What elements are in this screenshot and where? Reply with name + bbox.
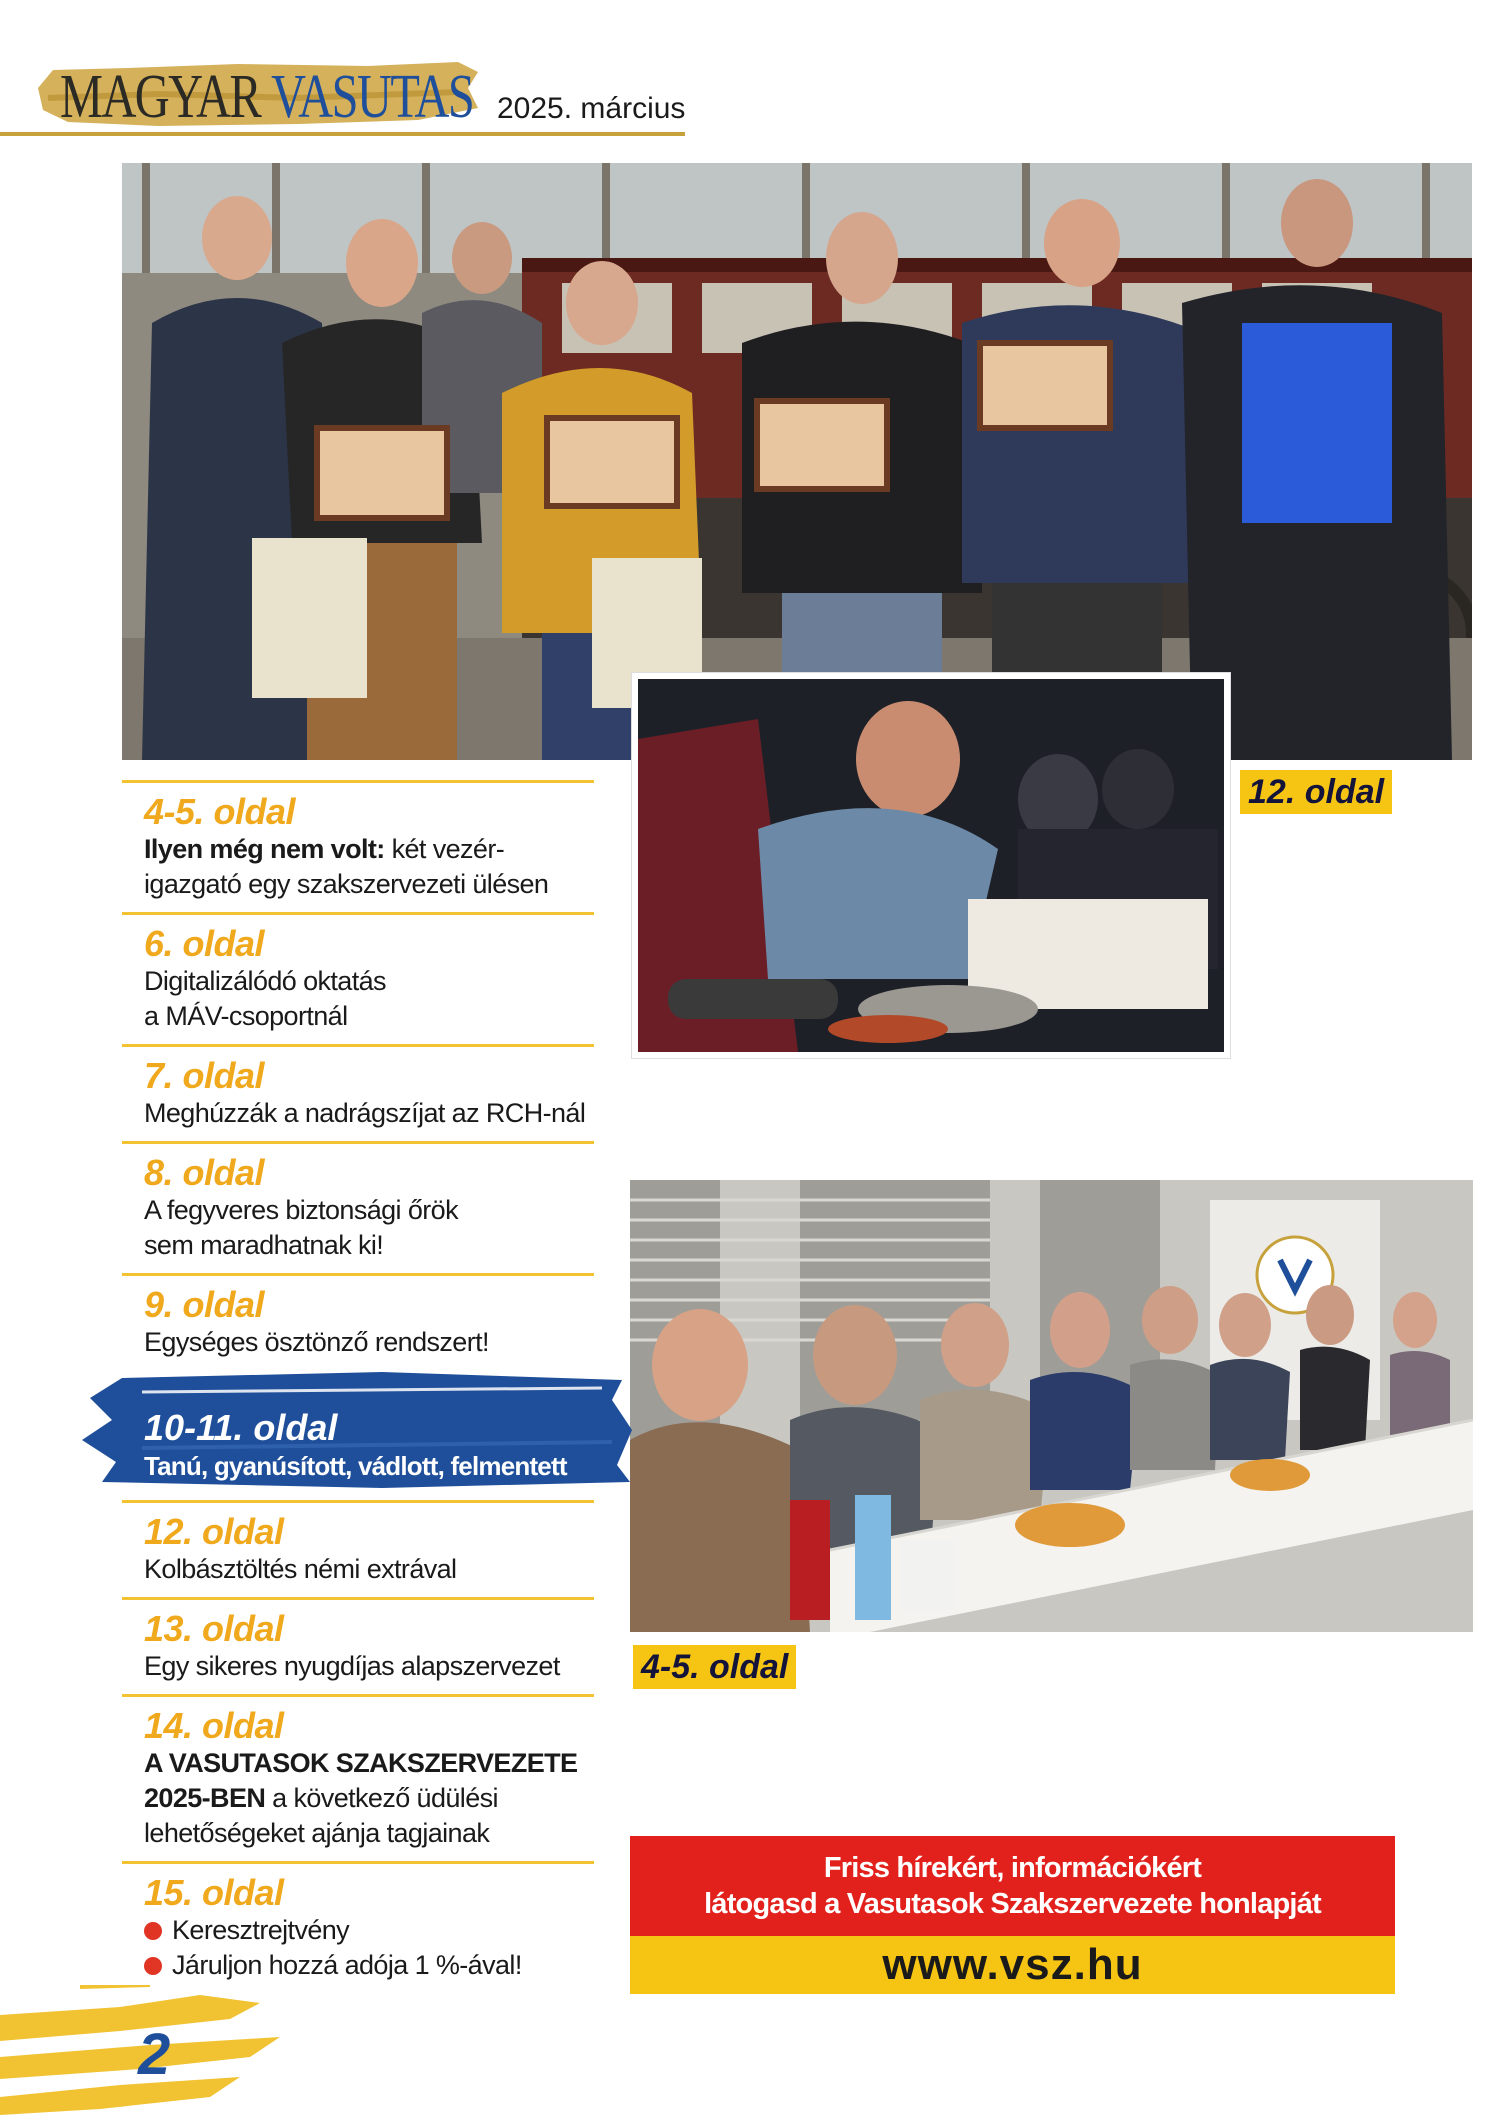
sausage-photo-caption: 12. oldal [1240,770,1392,814]
union-meeting-photo [630,1180,1473,1632]
toc-article-title: Egy sikeres nyugdíjas alapszervezet [144,1651,560,1681]
toc-page-number: 7. oldal [144,1055,265,1096]
toc-item[interactable] [122,1500,594,1597]
toc-item[interactable] [122,1597,594,1694]
masthead-rule [0,132,685,136]
toc-article-title: Egységes ösztönző rendszert! [144,1327,489,1357]
toc-article-title: A fegyveres biztonsági őrök [144,1195,458,1225]
toc-bullet-item: Járuljon hozzá adója 1 %-ával! [144,1948,594,1983]
masthead-title [60,62,473,132]
masthead [0,50,690,145]
toc-bullet-item: Keresztrejtvény [144,1913,594,1948]
toc-page-number: 12. oldal [144,1511,284,1552]
promo-line-1: Friss hírekért, információkért [823,1852,1202,1884]
red-bullet-icon [144,1957,162,1975]
toc-article-title-cont: lehetőségeket ajánja tagjainak [144,1818,490,1848]
red-bullet-icon [144,1922,162,1940]
toc-item-highlighted[interactable] [82,1370,632,1490]
toc-item[interactable] [122,780,594,912]
promo-line-2: látogasd a Vasutasok Szakszervezete honlapját [704,1888,1321,1920]
award-group-photo [122,163,1472,760]
promo-message [630,1836,1395,1936]
toc-item[interactable] [122,1861,594,1993]
toc-article-title: Ilyen még nem volt: két vezér- [144,834,505,864]
toc-article-title: A VASUTASOK SZAKSZERVEZETE [144,1748,578,1778]
toc-item[interactable] [122,1044,594,1141]
masthead-title-vasutas: VASUTAS [271,63,474,131]
toc-article-title-cont: a MÁV-csoportnál [144,1001,348,1031]
meeting-photo-caption: 4-5. oldal [633,1645,796,1689]
toc-page-number: 4-5. oldal [144,791,296,832]
masthead-title-magyar: MAGYAR [60,63,261,131]
toc-item[interactable] [122,1694,594,1861]
toc-article-title-cont: 2025-BEN a következő üdülési [144,1783,498,1813]
toc-page-number: 6. oldal [144,923,265,964]
toc-page-number: 13. oldal [144,1608,284,1649]
toc-article-title: Kolbásztöltés némi extrával [144,1554,457,1584]
page-number: 2 [138,2022,171,2087]
website-url-link[interactable]: www.vsz.hu [630,1936,1395,1994]
sausage-making-photo [632,673,1230,1058]
toc-page-number: 14. oldal [144,1705,284,1746]
page-number-area [0,1985,300,2121]
toc-article-title: Tanú, gyanúsított, vádlott, felmentett [144,1451,567,1481]
issue-date: 2025. március [497,92,686,125]
toc-item[interactable] [122,912,594,1044]
toc-article-title-cont: igazgató egy szakszervezeti ülésen [144,869,549,899]
toc-article-title: Digitalizálódó oktatás [144,966,386,996]
toc-item[interactable] [122,1141,594,1273]
toc-article-title: Meghúzzák a nadrágszíjat az RCH-nál [144,1098,586,1128]
toc-page-number: 10-11. oldal [144,1407,338,1448]
toc-page-number: 8. oldal [144,1152,265,1193]
toc-article-title-cont: sem maradhatnak ki! [144,1230,384,1260]
toc-page-number: 9. oldal [144,1284,265,1325]
website-promo-box[interactable] [630,1836,1395,1994]
toc-page-number: 15. oldal [144,1872,284,1913]
